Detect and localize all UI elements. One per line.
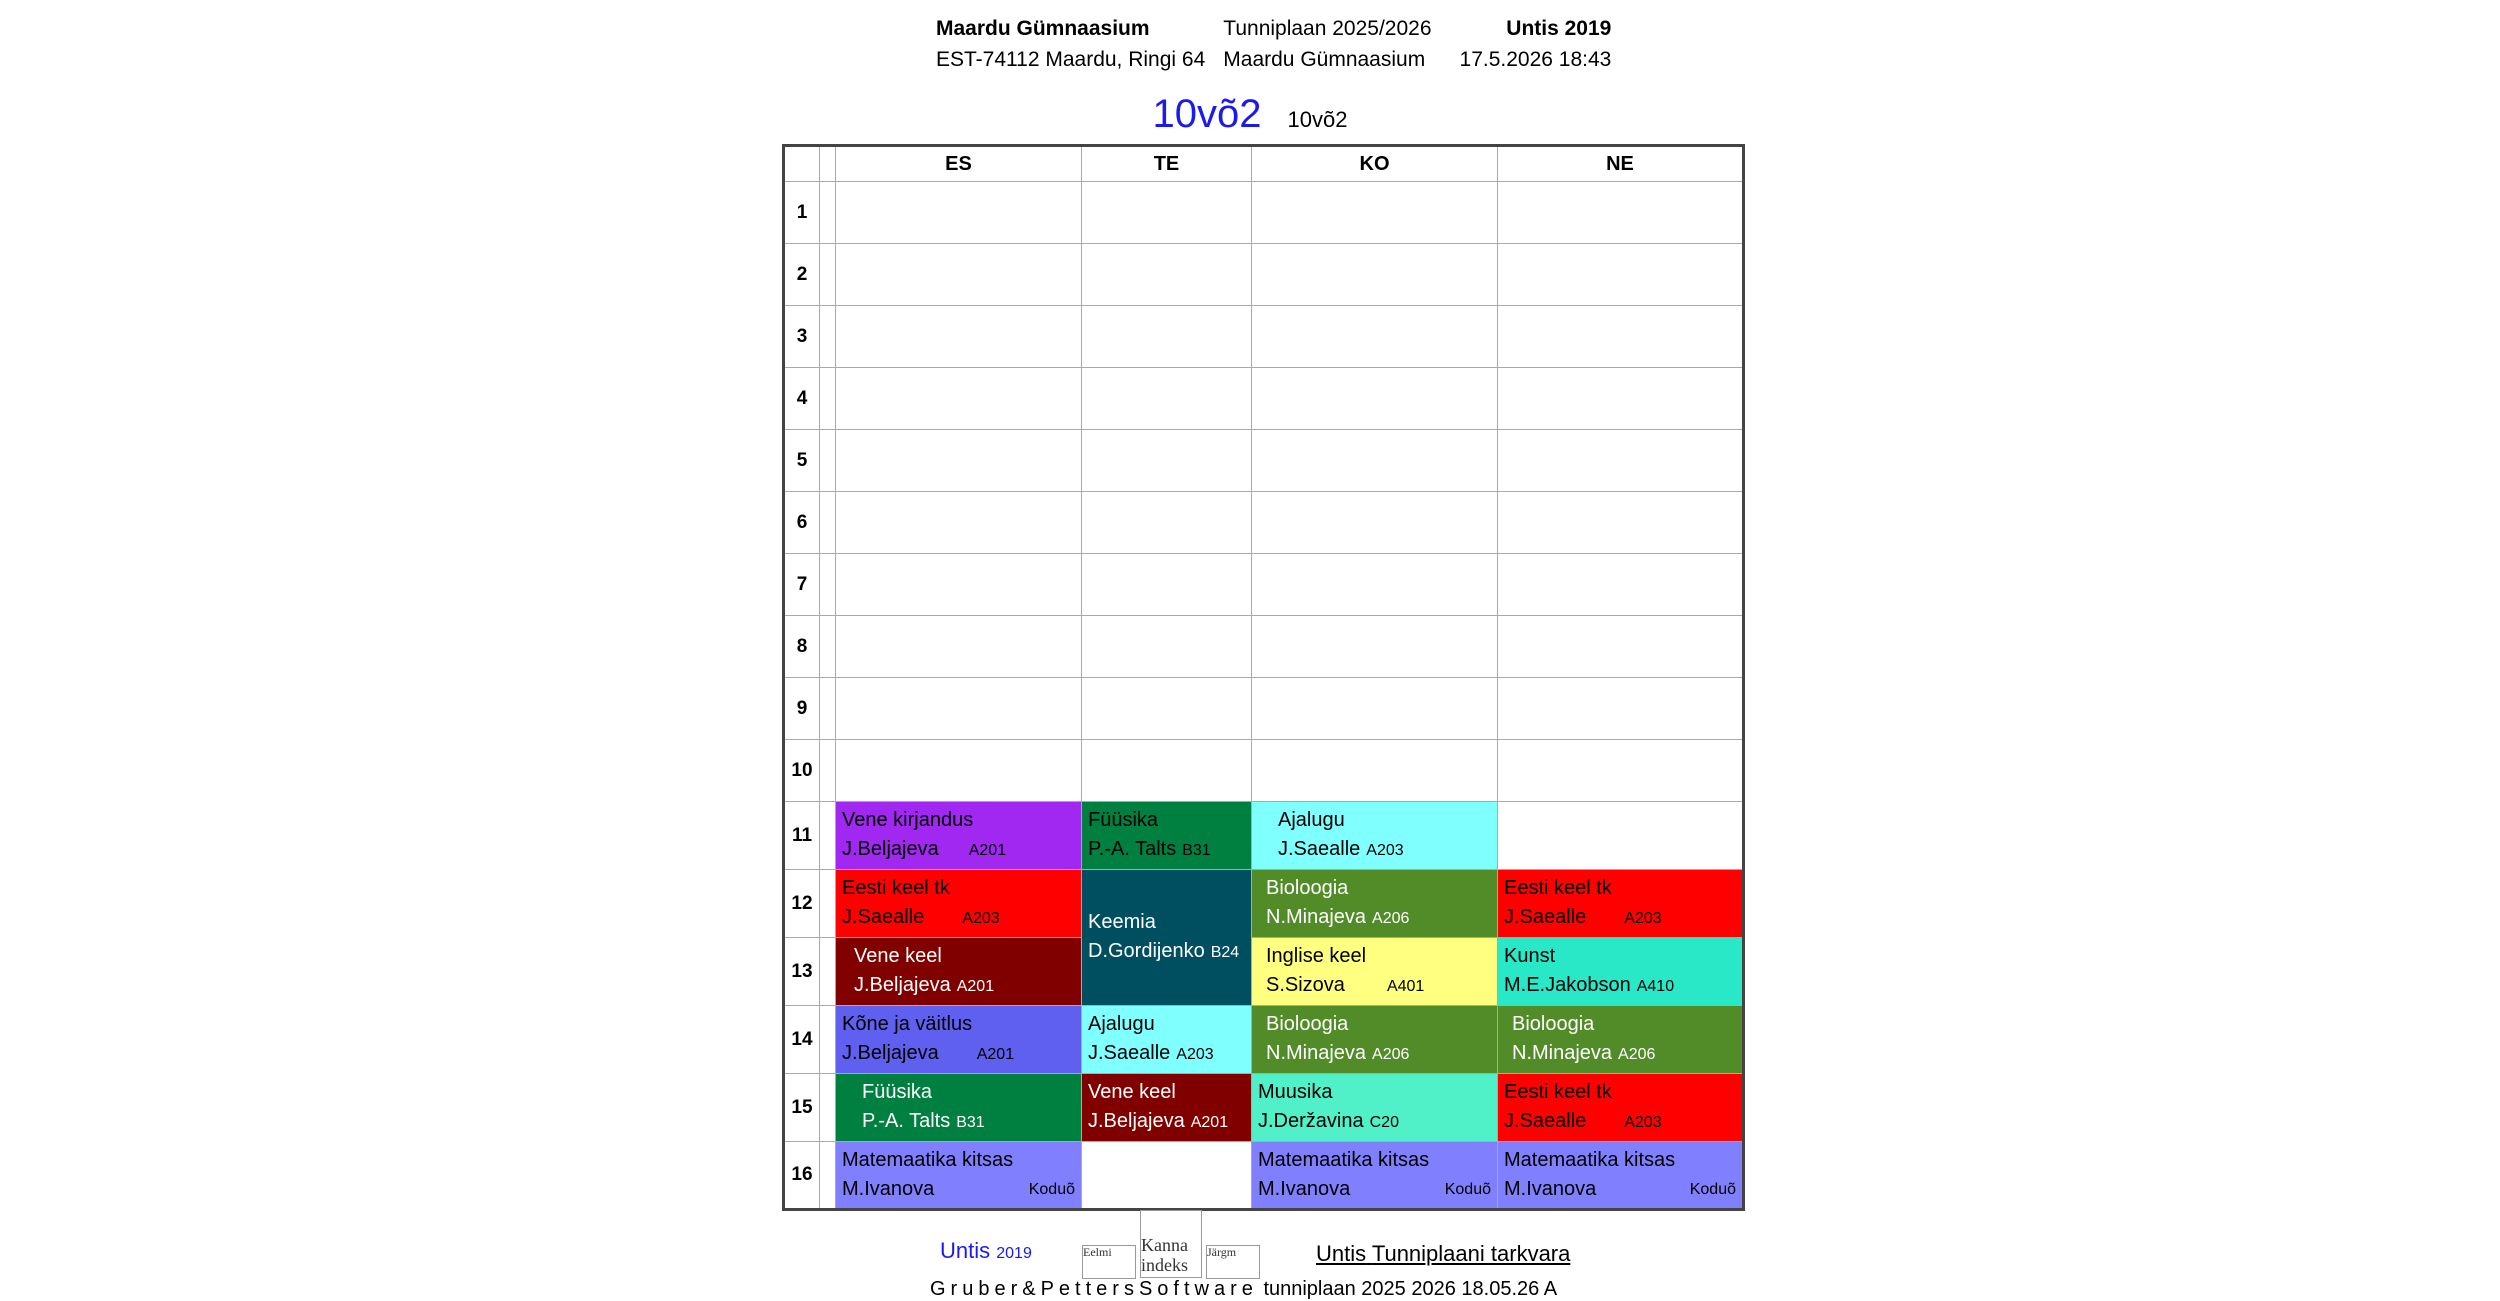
- empty-slot: [1252, 554, 1498, 616]
- empty-slot: [1498, 740, 1744, 802]
- period-number: 12: [784, 870, 820, 938]
- period-subcell: [820, 430, 836, 492]
- lesson-cell[interactable]: [836, 1006, 1082, 1074]
- lesson-cell[interactable]: [1082, 870, 1252, 1006]
- empty-slot: [1498, 182, 1744, 244]
- lesson-cell[interactable]: [836, 802, 1082, 870]
- lesson-cell[interactable]: [1498, 1006, 1744, 1074]
- lesson-room: C20: [1369, 1114, 1399, 1131]
- period-number: 6: [784, 492, 820, 554]
- empty-slot: [836, 430, 1082, 492]
- period-number: 4: [784, 368, 820, 430]
- lesson-subject: Keemia: [1088, 911, 1156, 933]
- lesson-cell[interactable]: [1252, 1074, 1498, 1142]
- lesson-cell[interactable]: [1252, 1006, 1498, 1074]
- lesson-cell[interactable]: [836, 870, 1082, 938]
- class-title: [0, 92, 2500, 137]
- lesson-teacher: N.Minajeva: [1512, 1042, 1613, 1064]
- index-button-label: Kanna indeks: [1141, 1235, 1188, 1275]
- lesson-cell[interactable]: [1252, 1142, 1498, 1210]
- period-subcell: [820, 678, 836, 740]
- corner-cell: [784, 146, 820, 182]
- period-subcell: [820, 182, 836, 244]
- empty-slot: [1082, 182, 1252, 244]
- period-number: 14: [784, 1006, 820, 1074]
- period-number: 8: [784, 616, 820, 678]
- lesson-subject: Füüsika: [862, 1081, 933, 1103]
- lesson-room: A201: [1190, 1114, 1229, 1131]
- lesson-cell[interactable]: [1252, 802, 1498, 870]
- empty-slot: [836, 492, 1082, 554]
- lesson-teacher: P.-A. Talts: [862, 1110, 951, 1132]
- day-header: TE: [1082, 146, 1252, 182]
- empty-slot: [1498, 244, 1744, 306]
- empty-slot: [1082, 492, 1252, 554]
- lesson-cell[interactable]: [1498, 870, 1744, 938]
- period-subcell: [820, 938, 836, 1006]
- company-name: Gruber&PettersSoftware: [930, 1278, 1258, 1300]
- lesson-cell[interactable]: [1498, 1074, 1744, 1142]
- corner-cell-sub: [820, 146, 836, 182]
- lesson-subject: Ajalugu: [1278, 809, 1345, 831]
- lesson-teacher: D.Gordijenko: [1088, 940, 1205, 962]
- empty-slot: [1498, 802, 1744, 870]
- school-name: Maardu Gümnaasium: [936, 17, 1150, 40]
- lesson-teacher: J.Saealle: [1088, 1042, 1171, 1064]
- period-number: 11: [784, 802, 820, 870]
- lesson-teacher: J.Beljajeva: [854, 974, 951, 996]
- lesson-teacher: M.Ivanova: [1258, 1178, 1351, 1200]
- lesson-cell[interactable]: [1082, 802, 1252, 870]
- empty-slot: [1252, 244, 1498, 306]
- lesson-cell[interactable]: [836, 1074, 1082, 1142]
- lesson-subject: Kõne ja väitlus: [842, 1013, 973, 1035]
- lesson-subject: Matemaatika kitsas: [1504, 1149, 1676, 1171]
- empty-slot: [1082, 244, 1252, 306]
- empty-slot: [1252, 368, 1498, 430]
- timetable: [782, 144, 1745, 1211]
- lesson-teacher: J.Saealle: [1504, 906, 1587, 928]
- empty-slot: [1252, 492, 1498, 554]
- lesson-teacher: J.Beljajeva: [842, 838, 939, 860]
- lesson-subject: Vene keel: [1088, 1081, 1176, 1103]
- lesson-subject: Bioloogia: [1512, 1013, 1595, 1035]
- next-button[interactable]: [1206, 1245, 1260, 1279]
- lesson-room: A201: [956, 978, 995, 995]
- empty-slot: [1498, 306, 1744, 368]
- untis-label: Untis: [940, 1238, 991, 1263]
- software-link-untis[interactable]: Untis: [1316, 1241, 1367, 1266]
- lesson-cell[interactable]: [836, 938, 1082, 1006]
- empty-slot: [836, 740, 1082, 802]
- empty-slot: [1082, 306, 1252, 368]
- print-datetime: 17.5.2026 18:43: [1459, 48, 1612, 71]
- lesson-room: B24: [1210, 944, 1240, 961]
- empty-slot: [1498, 430, 1744, 492]
- period-subcell: [820, 870, 836, 938]
- lesson-room: A206: [1372, 1046, 1410, 1063]
- plan-title: Tunniplaan 2025/2026: [1223, 17, 1432, 40]
- lesson-room: A410: [1636, 978, 1675, 995]
- period-subcell: [820, 492, 836, 554]
- empty-slot: [1252, 306, 1498, 368]
- lesson-cell[interactable]: [1252, 938, 1498, 1006]
- period-subcell: [820, 802, 836, 870]
- lesson-subject: Kunst: [1504, 945, 1556, 967]
- lesson-room: B31: [956, 1114, 985, 1131]
- empty-slot: [1498, 554, 1744, 616]
- untis-year: 2019: [996, 1245, 1032, 1262]
- period-number: 10: [784, 740, 820, 802]
- index-button[interactable]: [1140, 1210, 1202, 1278]
- lesson-cell[interactable]: [1498, 938, 1744, 1006]
- lesson-teacher: M.E.Jakobson: [1504, 974, 1631, 996]
- next-button-label: Järgm: [1207, 1245, 1237, 1259]
- lesson-room: Koduõ: [1689, 1181, 1736, 1198]
- empty-slot: [836, 554, 1082, 616]
- lesson-room: B31: [1182, 842, 1211, 859]
- lesson-subject: Matemaatika kitsas: [842, 1149, 1014, 1171]
- period-number: 9: [784, 678, 820, 740]
- empty-slot: [836, 616, 1082, 678]
- empty-slot: [1252, 616, 1498, 678]
- school-address: EST-74112 Maardu, Ringi 64: [936, 48, 1206, 71]
- empty-slot: [836, 678, 1082, 740]
- document-header: [934, 12, 1623, 76]
- lesson-room: Koduõ: [1028, 1181, 1075, 1198]
- period-number: 3: [784, 306, 820, 368]
- period-number: 1: [784, 182, 820, 244]
- lesson-cell[interactable]: [1498, 1142, 1744, 1210]
- empty-slot: [1082, 740, 1252, 802]
- untis-brand: [940, 1238, 1032, 1264]
- empty-slot: [1082, 678, 1252, 740]
- lesson-teacher: J.Saealle: [1504, 1110, 1587, 1132]
- lesson-subject: Füüsika: [1088, 809, 1159, 831]
- class-title-sub: 10võ2: [1287, 107, 1348, 132]
- lesson-teacher: J.Beljajeva: [1088, 1110, 1185, 1132]
- lesson-room: A201: [976, 1046, 1015, 1063]
- lesson-subject: Bioloogia: [1266, 1013, 1349, 1035]
- period-subcell: [820, 1142, 836, 1210]
- build-info: tunniplaan 2025 2026 18.05.26 A: [1263, 1278, 1558, 1300]
- empty-slot: [836, 182, 1082, 244]
- empty-slot: [836, 368, 1082, 430]
- lesson-teacher: N.Minajeva: [1266, 1042, 1367, 1064]
- period-number: 13: [784, 938, 820, 1006]
- lesson-subject: Inglise keel: [1266, 945, 1367, 967]
- lesson-cell[interactable]: [1252, 870, 1498, 938]
- lesson-teacher: N.Minajeva: [1266, 906, 1367, 928]
- lesson-teacher: J.Saealle: [842, 906, 925, 928]
- day-header: NE: [1498, 146, 1744, 182]
- footer-credits: [930, 1278, 1557, 1301]
- empty-slot: [836, 244, 1082, 306]
- lesson-subject: Matemaatika kitsas: [1258, 1149, 1430, 1171]
- period-subcell: [820, 1074, 836, 1142]
- lesson-teacher: M.Ivanova: [842, 1178, 935, 1200]
- period-number: 2: [784, 244, 820, 306]
- lesson-cell[interactable]: [1082, 1074, 1252, 1142]
- period-subcell: [820, 616, 836, 678]
- empty-slot: [1082, 1142, 1252, 1210]
- empty-slot: [1082, 554, 1252, 616]
- empty-slot: [1252, 430, 1498, 492]
- period-number: 5: [784, 430, 820, 492]
- lesson-room: Koduõ: [1444, 1181, 1491, 1198]
- lesson-subject: Vene kirjandus: [842, 809, 974, 831]
- previous-button[interactable]: [1082, 1245, 1136, 1279]
- period-subcell: [820, 1006, 836, 1074]
- software-link[interactable]: [1316, 1241, 1570, 1267]
- lesson-room: A203: [1624, 1114, 1662, 1131]
- lesson-subject: Eesti keel tk: [1504, 877, 1612, 899]
- empty-slot: [1498, 678, 1744, 740]
- lesson-teacher: S.Sizova: [1266, 974, 1345, 996]
- lesson-room: A203: [1366, 842, 1404, 859]
- day-header: ES: [836, 146, 1082, 182]
- day-header: KO: [1252, 146, 1498, 182]
- period-subcell: [820, 740, 836, 802]
- previous-button-label: Eelmi: [1083, 1245, 1112, 1259]
- period-subcell: [820, 554, 836, 616]
- period-number: 15: [784, 1074, 820, 1142]
- software-link-text[interactable]: Tunniplaani tarkvara: [1371, 1241, 1571, 1266]
- lesson-teacher: M.Ivanova: [1504, 1178, 1597, 1200]
- period-number: 16: [784, 1142, 820, 1210]
- empty-slot: [1498, 492, 1744, 554]
- empty-slot: [1252, 740, 1498, 802]
- empty-slot: [1252, 678, 1498, 740]
- period-subcell: [820, 368, 836, 430]
- empty-slot: [1082, 368, 1252, 430]
- period-number: 7: [784, 554, 820, 616]
- software-name: Untis 2019: [1506, 17, 1612, 40]
- class-title-main: 10võ2: [1152, 92, 1262, 136]
- lesson-subject: Eesti keel tk: [1504, 1081, 1612, 1103]
- lesson-subject: Eesti keel tk: [842, 877, 950, 899]
- lesson-subject: Ajalugu: [1088, 1013, 1155, 1035]
- period-subcell: [820, 244, 836, 306]
- lesson-room: A203: [1624, 910, 1662, 927]
- lesson-room: A206: [1372, 910, 1410, 927]
- lesson-cell[interactable]: [836, 1142, 1082, 1210]
- lesson-subject: Vene keel: [854, 945, 942, 967]
- empty-slot: [836, 306, 1082, 368]
- lesson-room: A206: [1618, 1046, 1656, 1063]
- empty-slot: [1252, 182, 1498, 244]
- lesson-subject: Bioloogia: [1266, 877, 1349, 899]
- lesson-teacher: J.Deržavina: [1258, 1110, 1364, 1132]
- lesson-room: A401: [1386, 978, 1425, 995]
- empty-slot: [1082, 616, 1252, 678]
- lesson-cell[interactable]: [1082, 1006, 1252, 1074]
- lesson-teacher: J.Saealle: [1278, 838, 1361, 860]
- lesson-subject: Muusika: [1258, 1081, 1333, 1103]
- empty-slot: [1498, 368, 1744, 430]
- lesson-teacher: P.-A. Talts: [1088, 838, 1177, 860]
- lesson-teacher: J.Beljajeva: [842, 1042, 939, 1064]
- plan-school: Maardu Gümnaasium: [1223, 48, 1426, 71]
- lesson-room: A203: [1176, 1046, 1214, 1063]
- period-subcell: [820, 306, 836, 368]
- empty-slot: [1082, 430, 1252, 492]
- empty-slot: [1498, 616, 1744, 678]
- lesson-room: A203: [962, 910, 1000, 927]
- lesson-room: A201: [968, 842, 1007, 859]
